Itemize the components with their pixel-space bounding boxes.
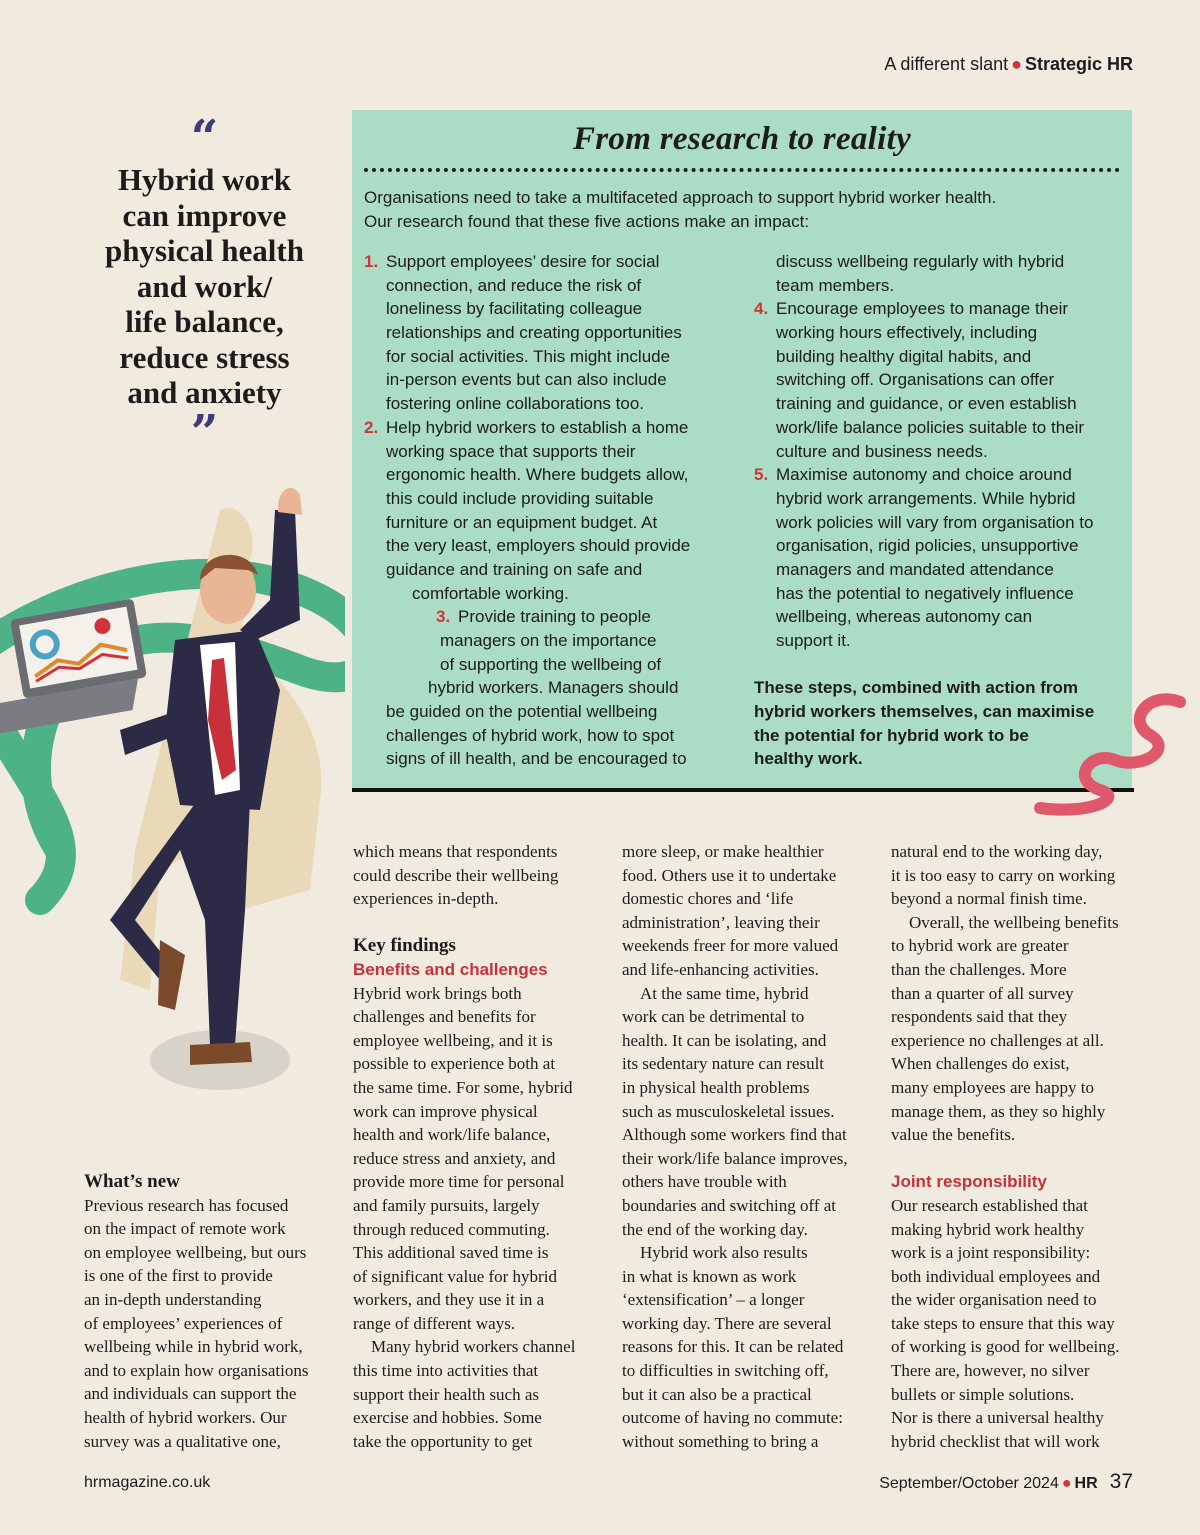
item-line: furniture or an equipment budget. At	[386, 512, 658, 532]
body-line: Many hybrid workers channel	[371, 1337, 576, 1357]
body-line: health and work/life balance,	[353, 1125, 551, 1145]
item-line: ergonomic health. Where budgets allow,	[386, 465, 689, 485]
body-line: boundaries and switching off at	[622, 1195, 837, 1215]
item-line: discuss wellbeing regularly with hybrid	[776, 252, 1065, 271]
item-line: Encourage employees to manage their	[776, 299, 1069, 319]
body-line: workers, and they use it in a	[353, 1290, 545, 1310]
item-line: fostering online collaborations too.	[386, 394, 644, 414]
body-line: could describe their wellbeing	[353, 865, 559, 885]
item-line: connection, and reduce the risk of	[386, 275, 642, 295]
body-line: domestic chores and ‘life	[622, 889, 794, 909]
item-line: organisation, rigid policies, unsupportive	[776, 536, 1079, 556]
intro-line: Organisations need to take a multifaceted approach to support hybrid worker health.	[364, 188, 997, 207]
pull-quote-text	[82, 162, 327, 411]
item-line: work policies will vary from organisation to	[776, 512, 1094, 532]
body-line: employee wellbeing, and it is	[353, 1030, 553, 1050]
body-line: health of hybrid workers. Our	[84, 1407, 287, 1427]
businessman-with-laptop-illustration	[0, 470, 345, 1110]
body-line: hybrid checklist that will work	[891, 1431, 1100, 1451]
body-line: and family pursuits, largely	[353, 1195, 540, 1215]
body-line: an in-depth understanding	[84, 1289, 262, 1309]
item-line: be guided on the potential wellbeing	[386, 702, 658, 722]
issue-date: September/October 2024	[879, 1475, 1059, 1492]
hand-icon	[278, 488, 302, 515]
item-line: relationships and creating opportunities	[386, 323, 682, 343]
body-line: experiences in-depth.	[353, 889, 499, 909]
pull-quote-line: life balance,	[125, 304, 284, 339]
magazine-name: HR	[1074, 1475, 1098, 1492]
item-number: 3.	[436, 607, 451, 627]
shoe-icon	[190, 1042, 252, 1065]
summary-line: the potential for hybrid work to be	[754, 725, 1029, 745]
body-line: take the opportunity to get	[353, 1431, 533, 1451]
research-box-title: From research to reality	[572, 121, 912, 157]
body-line: the wider organisation need to	[891, 1290, 1097, 1310]
item-line: challenges of hybrid work, how to spot	[386, 725, 675, 745]
body-line: work can be detrimental to	[622, 1007, 805, 1027]
body-line: such as musculoskeletal issues.	[622, 1101, 835, 1121]
body-line: work can improve physical	[353, 1101, 538, 1121]
item-line: Provide training to people	[458, 607, 651, 627]
research-intro	[364, 186, 1120, 233]
body-line: manage them, as they so highly	[891, 1101, 1106, 1121]
item-number: 4.	[754, 299, 769, 319]
body-line: which means that respondents	[353, 842, 558, 861]
item-line: building healthy digital habits, and	[776, 346, 1032, 366]
body-line: both individual employees and	[891, 1266, 1101, 1286]
body-line: without something to bring a	[622, 1431, 819, 1451]
body-line: Previous research has focused	[84, 1195, 289, 1215]
item-number: 1.	[364, 252, 379, 271]
body-line: this time into activities that	[353, 1361, 539, 1381]
running-header	[884, 54, 1133, 75]
body-line: exercise and hobbies. Some	[353, 1408, 542, 1428]
dotted-divider	[364, 168, 1120, 172]
body-line: to difficulties in switching off,	[622, 1361, 829, 1381]
body-line: When challenges do exist,	[891, 1054, 1070, 1074]
intro-line: Our research found that these five actions make an impact:	[364, 211, 810, 231]
body-line: more sleep, or make healthier	[622, 842, 824, 861]
item-line: loneliness by facilitating colleague	[386, 299, 643, 319]
body-line: Although some workers find that	[622, 1125, 847, 1145]
body-line: bullets or simple solutions.	[891, 1384, 1075, 1404]
body-line: ‘extensification’ – a longer	[622, 1290, 805, 1310]
body-line: challenges and benefits for	[353, 1007, 536, 1027]
body-line: it is too easy to carry on working	[891, 865, 1116, 885]
body-line: making hybrid work healthy	[891, 1219, 1085, 1239]
body-line: is one of the first to provide	[84, 1266, 273, 1286]
body-line: This additional saved time is	[353, 1243, 549, 1263]
body-line: and individuals can support the	[84, 1384, 297, 1404]
body-line: of significant value for hybrid	[353, 1266, 557, 1286]
body-line: reasons for this. It can be related	[622, 1337, 844, 1357]
item-line: of supporting the wellbeing of	[440, 654, 662, 674]
research-box	[352, 110, 1132, 790]
trousers-icon	[110, 790, 250, 1045]
pull-quote-line: and anxiety	[127, 375, 282, 410]
footer-website: hrmagazine.co.uk	[84, 1474, 211, 1491]
body-line: At the same time, hybrid	[640, 983, 809, 1003]
body-line: Hybrid work also results	[640, 1243, 808, 1263]
body-line: Nor is there a universal healthy	[891, 1408, 1104, 1428]
body-line: on the impact of remote work	[84, 1219, 286, 1239]
item-line: has the potential to negatively influence	[776, 583, 1074, 603]
footer-issue	[879, 1470, 1133, 1494]
body-column-1	[353, 840, 603, 1453]
body-line: value the benefits.	[891, 1125, 1016, 1145]
item-line: guidance and training on safe and	[386, 559, 643, 579]
item-line: this could include providing suitable	[386, 488, 654, 508]
body-line: Hybrid work brings both	[353, 983, 522, 1003]
item-line: working space that supports their	[386, 441, 636, 461]
body-line: possible to experience both at	[353, 1054, 556, 1074]
joint-responsibility-subheading: Joint responsibility	[891, 1172, 1047, 1192]
pull-quote-line: physical health	[105, 233, 304, 268]
body-line: of working is good for wellbeing.	[891, 1337, 1120, 1357]
item-line: for social activities. This might include	[386, 346, 671, 366]
body-line: but it can also be a practical	[622, 1384, 812, 1404]
body-line: take steps to ensure that this way	[891, 1313, 1115, 1333]
box-bottom-rule	[352, 788, 1134, 792]
pink-squiggle-icon	[1030, 690, 1190, 820]
pull-quote-line: reduce stress	[119, 339, 290, 375]
shoe-left-icon	[158, 940, 185, 1010]
body-line: experience no challenges at all.	[891, 1030, 1104, 1050]
item-line: Support employees’ desire for social	[386, 252, 660, 271]
item-line: the very least, employers should provide	[386, 536, 691, 556]
item-line: hybrid work arrangements. While hybrid	[776, 488, 1076, 508]
page-number: 37	[1109, 1470, 1133, 1493]
item-line: managers on the importance	[440, 631, 657, 650]
item-line: managers and mandated attendance	[776, 559, 1054, 579]
item-line: in-person events but can also include	[386, 370, 667, 390]
body-line: its sedentary nature can result	[622, 1054, 825, 1074]
key-findings-heading: Key findings	[353, 935, 456, 957]
benefits-subheading: Benefits and challenges	[353, 959, 548, 979]
whats-new-heading: What’s new	[84, 1171, 180, 1192]
summary-line: These steps, combined with action from	[754, 678, 1078, 698]
body-column-3	[891, 840, 1141, 1453]
body-line: work is a joint responsibility:	[891, 1243, 1091, 1263]
body-line: support their health such as	[353, 1384, 540, 1404]
item-number: 2.	[364, 417, 379, 437]
body-line: Our research established that	[891, 1195, 1088, 1215]
open-quote-icon: “	[190, 110, 219, 166]
item-line: comfortable working.	[412, 583, 569, 603]
body-line: of employees’ experiences of	[84, 1313, 283, 1333]
item-line: support it.	[776, 631, 851, 650]
pull-quote-line: Hybrid work	[117, 162, 292, 197]
summary-line: healthy work.	[754, 749, 863, 769]
pull-quote-line: can improve	[122, 197, 287, 233]
body-line: weekends freer for more valued	[622, 936, 839, 956]
body-line: administration’, leaving their	[622, 912, 820, 932]
body-line: to hybrid work are greater	[891, 936, 1069, 956]
item-line: hybrid workers. Managers should	[428, 678, 679, 698]
item-line: working hours effectively, including	[776, 323, 1038, 343]
action-list-left	[364, 250, 744, 771]
item-line: team members.	[776, 275, 895, 295]
body-line: food. Others use it to undertake	[622, 865, 837, 885]
body-line: working day. There are several	[622, 1313, 832, 1333]
body-line: and life-enhancing activities.	[622, 959, 819, 979]
body-column-2	[622, 840, 872, 1453]
pull-quote	[82, 110, 327, 461]
item-line: work/life balance policies suitable to their	[776, 417, 1085, 437]
item-line: training and guidance, or even establish	[776, 394, 1077, 414]
item-line: wellbeing, whereas autonomy can	[776, 607, 1033, 627]
body-line: respondents said that they	[891, 1007, 1068, 1027]
body-line: on employee wellbeing, but ours	[84, 1242, 307, 1262]
summary-line: hybrid workers themselves, can maximise	[754, 702, 1095, 722]
item-line: switching off. Organisations can offer	[776, 370, 1055, 390]
category-label: Strategic HR	[1024, 54, 1133, 74]
body-line: many employees are happy to	[891, 1077, 1094, 1097]
body-line: in physical health problems	[622, 1077, 810, 1097]
item-line: culture and business needs.	[776, 441, 988, 461]
body-line: survey was a qualitative one,	[84, 1431, 281, 1451]
close-quote-icon: ”	[190, 404, 219, 461]
body-line: than the challenges. More	[891, 959, 1067, 979]
body-line: outcome of having no commute:	[622, 1408, 843, 1428]
body-line: beyond a normal finish time.	[891, 889, 1087, 909]
body-line: through reduced commuting.	[353, 1219, 550, 1239]
body-line: wellbeing while in hybrid work,	[84, 1337, 303, 1357]
body-line: health. It can be isolating, and	[622, 1030, 827, 1050]
body-line: their work/life balance improves,	[622, 1148, 848, 1168]
body-line: range of different ways.	[353, 1313, 516, 1333]
body-line: and to explain how organisations	[84, 1360, 309, 1380]
body-line: Overall, the wellbeing benefits	[909, 912, 1119, 932]
item-line: signs of ill health, and be encouraged to	[386, 749, 687, 769]
section-label: A different slant	[884, 54, 1009, 74]
body-line: provide more time for personal	[353, 1172, 565, 1192]
body-line: reduce stress and anxiety, and	[353, 1148, 556, 1168]
item-line: Help hybrid workers to establish a home	[386, 417, 689, 437]
item-number: 5.	[754, 465, 769, 485]
body-line: in what is known as work	[622, 1266, 797, 1286]
body-line: the same time. For some, hybrid	[353, 1077, 573, 1097]
whats-new-section	[84, 1170, 339, 1453]
pull-quote-line: and work/	[136, 268, 273, 304]
body-line: than a quarter of all survey	[891, 983, 1074, 1003]
item-line: Maximise autonomy and choice around	[776, 465, 1072, 485]
body-line: the end of the working day.	[622, 1219, 808, 1239]
body-line: There are, however, no silver	[891, 1361, 1090, 1381]
laptop-icon	[0, 598, 152, 736]
header-bullet-icon: ●	[1011, 54, 1022, 74]
body-line: natural end to the working day,	[891, 842, 1103, 861]
body-line: others have trouble with	[622, 1172, 787, 1192]
footer-bullet-icon: ●	[1061, 1475, 1072, 1492]
